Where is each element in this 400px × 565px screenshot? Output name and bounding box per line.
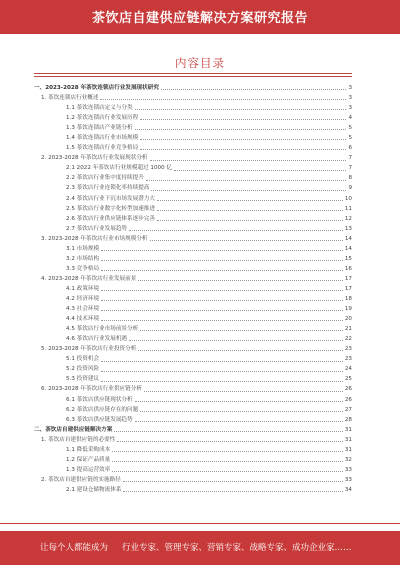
toc-dot-leader xyxy=(101,270,343,271)
toc-entry[interactable] xyxy=(34,84,352,92)
toc-entry-label: 5.1 投资机会 xyxy=(66,356,100,363)
toc-entry[interactable] xyxy=(34,235,352,243)
toc-entry-page: 27 xyxy=(344,406,352,413)
toc-entry-label: 1.5 茶饮连锁店行业竞争格局 xyxy=(66,145,139,152)
toc-entry[interactable] xyxy=(34,154,352,162)
toc-dot-leader xyxy=(101,320,343,321)
toc-entry-label: 2.5 茶饮店行业数字化转型加速推进 xyxy=(66,205,155,212)
toc-entry-label: 1.1 茶饮连锁店定义与分类 xyxy=(66,105,133,112)
toc-dot-leader xyxy=(146,180,347,181)
toc-entry[interactable] xyxy=(34,375,352,383)
toc-entry[interactable] xyxy=(34,456,352,464)
toc-entry-page: 8 xyxy=(348,175,352,182)
toc-entry[interactable] xyxy=(34,144,352,152)
toc-entry-page: 16 xyxy=(344,265,352,272)
toc-entry-label: 2.1 2022 年茶饮店行业规模超过 1000 亿 xyxy=(66,165,173,172)
toc-entry[interactable] xyxy=(34,396,352,404)
toc-entry-page: 23 xyxy=(344,346,352,353)
toc-dot-leader xyxy=(101,310,343,311)
toc-entry-label: 4.4 技术环境 xyxy=(66,316,100,323)
toc-entry[interactable] xyxy=(34,215,352,223)
toc-entry-page: 5 xyxy=(348,135,352,142)
toc-entry-label: 4. 2023-2028 年茶饮店行业发展前景 xyxy=(41,275,137,282)
toc-entry[interactable] xyxy=(34,104,352,112)
toc-dot-leader xyxy=(144,391,343,392)
toc-entry[interactable] xyxy=(34,275,352,283)
toc-entry-page: 3 xyxy=(348,85,352,91)
toc-entry-label: 6.1 茶饮店供应链现状分析 xyxy=(66,396,133,403)
toc-entry-page: 20 xyxy=(344,316,352,323)
toc-entry[interactable] xyxy=(34,466,352,474)
footer-slogan-lead: 让每个人都能成为 xyxy=(40,543,109,553)
toc-entry-label: 5.2 投资风险 xyxy=(66,366,100,373)
toc-entry-label: 5. 2023-2028 年茶饮店行业投资分析 xyxy=(41,346,137,353)
toc-dot-leader xyxy=(129,230,343,231)
toc-entry-page: 4 xyxy=(348,115,352,122)
toc-entry[interactable] xyxy=(34,174,352,182)
toc-entry-label: 1.2 保证产品质量 xyxy=(66,456,111,463)
toc-entry[interactable] xyxy=(34,416,352,424)
toc-entry-label: 1. 茶饮连锁店行业概述 xyxy=(41,95,99,102)
toc-entry-page: 18 xyxy=(344,296,352,303)
toc-dot-leader xyxy=(157,220,343,221)
toc-entry-label: 6.2 茶饮店供应链存在的问题 xyxy=(66,406,139,413)
toc-dot-leader xyxy=(101,381,343,382)
toc-entry[interactable] xyxy=(34,255,352,263)
toc-entry[interactable] xyxy=(34,365,352,373)
toc-entry[interactable] xyxy=(34,446,352,454)
toc-entry-page: 19 xyxy=(344,306,352,313)
toc-entry[interactable] xyxy=(34,436,352,444)
toc-entry-label: 3.1 市场规模 xyxy=(66,245,100,252)
toc-entry[interactable] xyxy=(34,245,352,253)
toc-entry-page: 3 xyxy=(348,95,352,102)
toc-dot-leader xyxy=(157,200,343,201)
toc-entry-page: 21 xyxy=(344,326,352,333)
toc-entry[interactable] xyxy=(34,426,352,434)
toc-entry-page: 7 xyxy=(348,165,352,172)
toc-dot-leader xyxy=(161,89,347,90)
toc-entry-page: 26 xyxy=(344,386,352,393)
toc-entry[interactable] xyxy=(34,315,352,323)
toc-entry-label: 3.2 市场结构 xyxy=(66,255,100,262)
toc-dot-leader xyxy=(123,491,342,492)
toc-entry-page: 31 xyxy=(344,436,352,443)
toc-entry-page: 17 xyxy=(344,275,352,282)
toc-entry-page: 17 xyxy=(344,285,352,292)
toc-entry-label: 6.3 茶饮店供应链发展趋势 xyxy=(66,416,133,423)
toc-entry-page: 24 xyxy=(344,366,352,373)
toc-entry[interactable] xyxy=(34,184,352,192)
toc-entry-page: 25 xyxy=(344,376,352,383)
toc-entry[interactable] xyxy=(34,124,352,132)
toc-entry[interactable] xyxy=(34,134,352,142)
table-of-contents xyxy=(34,84,352,496)
toc-entry-label: 4.3 社会环境 xyxy=(66,306,100,313)
toc-dot-leader xyxy=(101,290,343,291)
toc-dot-leader xyxy=(135,401,343,402)
toc-entry-page: 5 xyxy=(348,125,352,132)
toc-entry-page: 3 xyxy=(348,105,352,112)
toc-entry[interactable] xyxy=(34,305,352,313)
toc-entry-label: 1. 茶饮店自建供应链的必要性 xyxy=(41,436,116,443)
toc-entry-page: 33 xyxy=(344,466,352,473)
toc-entry-page: 13 xyxy=(344,225,352,232)
toc-entry-label: 1.3 茶饮连锁店产业链分析 xyxy=(66,125,133,132)
toc-entry[interactable] xyxy=(34,355,352,363)
footer-slogan xyxy=(40,541,352,553)
toc-entry-label: 5.3 投资建议 xyxy=(66,376,100,383)
toc-dot-leader xyxy=(112,461,343,462)
toc-entry-label: 4.5 茶饮店行业市场前景分析 xyxy=(66,326,139,333)
toc-entry[interactable] xyxy=(34,225,352,233)
toc-entry-page: 14 xyxy=(344,235,352,242)
footer-divider xyxy=(0,523,400,524)
toc-entry-page: 31 xyxy=(344,426,352,433)
toc-entry-label: 2.2 茶饮店行业集中度持续提升 xyxy=(66,175,144,182)
toc-dot-leader xyxy=(157,210,343,211)
toc-entry[interactable] xyxy=(34,205,352,213)
toc-entry[interactable] xyxy=(34,114,352,122)
toc-dot-leader xyxy=(174,170,346,171)
toc-entry-label: 6. 2023-2028 年茶饮店行业供应链分析 xyxy=(41,386,142,393)
toc-entry-page: 26 xyxy=(344,396,352,403)
footer-slogan-roles: 行业专家、管理专家、营销专家、战略专家、成功企业家…… xyxy=(122,543,352,553)
toc-dot-leader xyxy=(138,280,343,281)
toc-entry-label: 3. 2023-2028 年茶饮店行业市场规模分析 xyxy=(41,235,148,242)
toc-dot-leader xyxy=(138,350,343,351)
toc-entry-page: 12 xyxy=(344,215,352,222)
toc-entry-page: 22 xyxy=(344,336,352,343)
toc-entry-page: 6 xyxy=(348,145,352,152)
toc-entry-page: 31 xyxy=(344,446,352,453)
toc-dot-leader xyxy=(101,260,343,261)
toc-entry-page: 33 xyxy=(344,476,352,483)
toc-entry-page: 28 xyxy=(344,416,352,423)
toc-entry-label: 4.2 经济环境 xyxy=(66,296,100,303)
toc-entry-page: 32 xyxy=(344,456,352,463)
toc-title: 内容目录 xyxy=(175,56,225,70)
toc-entry-label: 4.6 茶饮店行业发展机遇 xyxy=(66,336,128,343)
toc-dot-leader xyxy=(101,361,343,362)
toc-entry-label: 2. 2023-2028 年茶饮店行业发展现状分析 xyxy=(41,155,148,162)
toc-entry-label: 1.1 降低采购成本 xyxy=(66,446,111,453)
toc-entry[interactable] xyxy=(34,335,352,343)
toc-dot-leader xyxy=(100,99,346,100)
toc-entry-page: 9 xyxy=(348,185,352,192)
toc-dot-leader xyxy=(114,431,343,432)
toc-entry[interactable] xyxy=(34,94,352,102)
toc-entry[interactable] xyxy=(34,486,352,494)
toc-entry-label: 2.4 茶饮店行业下沉市场发展潜力大 xyxy=(66,195,155,202)
toc-entry-label: 二、茶饮店自建供应链解决方案 xyxy=(34,426,113,433)
toc-entry[interactable] xyxy=(34,385,352,393)
toc-entry-label: 2.3 茶饮店行业连锁化率持续提高 xyxy=(66,185,150,192)
toc-dot-leader xyxy=(135,129,347,130)
toc-dot-leader xyxy=(140,119,346,120)
toc-dot-leader xyxy=(151,190,346,191)
toc-entry[interactable] xyxy=(34,285,352,293)
toc-entry-label: 2.7 茶饮店行业发展趋势 xyxy=(66,225,128,232)
toc-entry-label: 2.1 建设仓储物流体系 xyxy=(66,486,122,493)
toc-dot-leader xyxy=(112,451,343,452)
toc-entry-page: 10 xyxy=(344,195,352,202)
toc-dot-leader xyxy=(140,411,343,412)
toc-entry-page: 34 xyxy=(344,486,352,493)
toc-dot-leader xyxy=(101,371,343,372)
toc-entry-page: 14 xyxy=(344,245,352,252)
toc-entry[interactable] xyxy=(34,265,352,273)
toc-entry[interactable] xyxy=(34,345,352,353)
toc-entry-label: 2. 茶饮店自建供应链的实施路径 xyxy=(41,476,121,483)
toc-dot-leader xyxy=(140,330,343,331)
toc-entry-label: 4.1 政策环境 xyxy=(66,285,100,292)
toc-entry-label: 1.2 茶饮连锁店行业发展历程 xyxy=(66,115,139,122)
toc-entry-label: 一、2023-2028 年茶饮连锁店行业发展现状研究 xyxy=(34,85,159,91)
toc-entry[interactable] xyxy=(34,195,352,203)
toc-entry[interactable] xyxy=(34,476,352,484)
toc-entry-page: 23 xyxy=(344,356,352,363)
toc-entry-page: 7 xyxy=(348,155,352,162)
toc-dot-leader xyxy=(150,240,343,241)
report-title: 茶饮店自建供应链解决方案研究报告 xyxy=(91,11,308,26)
toc-dot-leader xyxy=(129,340,343,341)
toc-entry-label: 3.3 竞争格局 xyxy=(66,265,100,272)
toc-dot-leader xyxy=(112,471,343,472)
toc-entry-page: 15 xyxy=(344,255,352,262)
toc-dot-leader xyxy=(101,300,343,301)
title-divider xyxy=(34,73,352,74)
title-divider-secondary xyxy=(34,76,352,77)
toc-dot-leader xyxy=(117,441,343,442)
toc-dot-leader xyxy=(135,109,347,110)
toc-dot-leader xyxy=(123,481,343,482)
toc-entry[interactable] xyxy=(34,164,352,172)
toc-entry-page: 11 xyxy=(344,205,352,212)
toc-entry-label: 1.3 提高运营效率 xyxy=(66,466,111,473)
toc-entry[interactable] xyxy=(34,406,352,414)
toc-dot-leader xyxy=(150,160,347,161)
toc-entry[interactable] xyxy=(34,295,352,303)
toc-entry-label: 1.4 茶饮连锁店行业市场规模 xyxy=(66,135,139,142)
toc-dot-leader xyxy=(140,139,346,140)
toc-dot-leader xyxy=(101,250,343,251)
toc-dot-leader xyxy=(135,421,343,422)
toc-entry[interactable] xyxy=(34,325,352,333)
toc-entry-label: 2.6 茶饮店行业供应链体系逐步完善 xyxy=(66,215,155,222)
toc-dot-leader xyxy=(140,149,346,150)
